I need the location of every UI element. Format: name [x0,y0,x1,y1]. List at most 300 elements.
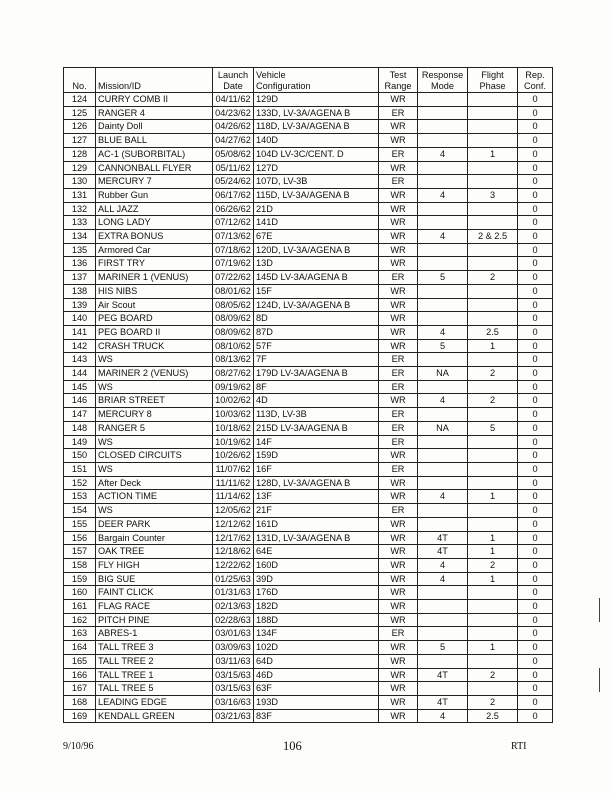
table-row [64,421,553,435]
cell-vehicle: 215D LV-3A/AGENA B [254,421,379,435]
cell-flight-phase [468,627,518,641]
cell-no: 137 [64,271,96,285]
cell-rep-conf: 0 [518,394,553,408]
cell-vehicle: 161D [254,517,379,531]
cell-test-range: WR [379,709,418,723]
cell-mission: HIS NIBS [96,284,213,298]
cell-mission: MERCURY 7 [96,175,213,189]
cell-flight-phase [468,134,518,148]
cell-vehicle: 83F [254,709,379,723]
cell-vehicle: 127D [254,161,379,175]
cell-flight-phase [468,120,518,134]
cell-response-mode [418,462,468,476]
cell-rep-conf: 0 [518,709,553,723]
cell-flight-phase: 1 [468,545,518,559]
cell-response-mode [418,134,468,148]
cell-no: 131 [64,188,96,202]
cell-no: 140 [64,312,96,326]
cell-test-range: ER [379,421,418,435]
cell-mission: BLUE BALL [96,134,213,148]
cell-rep-conf: 0 [518,449,553,463]
table-row [64,476,553,490]
cell-no: 138 [64,284,96,298]
cell-flight-phase: 2 [468,668,518,682]
cell-mission: RANGER 4 [96,106,213,120]
cell-response-mode [418,216,468,230]
table-row [64,449,553,463]
cell-rep-conf: 0 [518,654,553,668]
cell-launch-date: 08/01/62 [213,284,254,298]
cell-launch-date: 03/16/63 [213,695,254,709]
cell-test-range: WR [379,394,418,408]
cell-test-range: WR [379,572,418,586]
cell-launch-date: 04/26/62 [213,120,254,134]
cell-no: 155 [64,517,96,531]
header-row [64,68,553,93]
cell-flight-phase [468,586,518,600]
cell-launch-date: 08/13/62 [213,353,254,367]
cell-vehicle: 113D, LV-3B [254,408,379,422]
cell-test-range: WR [379,545,418,559]
cell-rep-conf: 0 [518,435,553,449]
cell-launch-date: 05/08/62 [213,147,254,161]
cell-launch-date: 05/11/62 [213,161,254,175]
cell-rep-conf: 0 [518,284,553,298]
cell-vehicle: 57F [254,339,379,353]
cell-vehicle: 8F [254,380,379,394]
cell-test-range: WR [379,134,418,148]
cell-launch-date: 02/13/63 [213,600,254,614]
cell-launch-date: 11/14/62 [213,490,254,504]
cell-no: 166 [64,668,96,682]
cell-launch-date: 12/18/62 [213,545,254,559]
cell-mission: WS [96,353,213,367]
cell-mission: MARINER 2 (VENUS) [96,367,213,381]
cell-no: 159 [64,572,96,586]
cell-flight-phase [468,175,518,189]
cell-test-range: WR [379,216,418,230]
table-row [64,353,553,367]
cell-mission: ALL JAZZ [96,202,213,216]
cell-rep-conf: 0 [518,380,553,394]
cell-no: 157 [64,545,96,559]
table-row [64,230,553,244]
table-row [64,627,553,641]
table-row [64,367,553,381]
cell-response-mode: 4T [418,545,468,559]
header-mission-label: Mission/ID [98,81,141,91]
cell-launch-date: 03/21/63 [213,709,254,723]
cell-rep-conf: 0 [518,243,553,257]
cell-response-mode: 4 [418,188,468,202]
cell-mission: Rubber Gun [96,188,213,202]
cell-response-mode [418,161,468,175]
table-row [64,339,553,353]
cell-vehicle: 87D [254,325,379,339]
table-row [64,312,553,326]
cell-no: 158 [64,558,96,572]
header-range-line1: Test [389,70,407,80]
cell-rep-conf: 0 [518,545,553,559]
cell-flight-phase: 2 [468,271,518,285]
cell-mission: KENDALL GREEN [96,709,213,723]
header-no-label: No. [72,81,87,91]
cell-flight-phase [468,243,518,257]
cell-response-mode [418,120,468,134]
cell-mission: PITCH PINE [96,613,213,627]
cell-test-range: WR [379,613,418,627]
cell-flight-phase [468,476,518,490]
cell-response-mode: 4 [418,230,468,244]
cell-launch-date: 08/10/62 [213,339,254,353]
cell-flight-phase [468,613,518,627]
cell-rep-conf: 0 [518,147,553,161]
cell-flight-phase: 2 [468,695,518,709]
cell-flight-phase [468,600,518,614]
cell-vehicle: 7F [254,353,379,367]
cell-vehicle: 188D [254,613,379,627]
cell-no: 144 [64,367,96,381]
cell-no: 164 [64,641,96,655]
cell-rep-conf: 0 [518,421,553,435]
table-row [64,202,553,216]
cell-launch-date: 07/12/62 [213,216,254,230]
cell-test-range: ER [379,147,418,161]
table-row [64,175,553,189]
cell-no: 150 [64,449,96,463]
cell-no: 160 [64,586,96,600]
cell-rep-conf: 0 [518,106,553,120]
header-conf-line1: Rep. [525,70,545,80]
cell-flight-phase [468,654,518,668]
table-row [64,654,553,668]
cell-test-range: WR [379,93,418,107]
cell-test-range: WR [379,325,418,339]
cell-flight-phase [468,284,518,298]
cell-launch-date: 08/09/62 [213,325,254,339]
cell-launch-date: 07/19/62 [213,257,254,271]
cell-rep-conf: 0 [518,230,553,244]
cell-vehicle: 134F [254,627,379,641]
cell-no: 154 [64,504,96,518]
cell-no: 153 [64,490,96,504]
cell-launch-date: 08/27/62 [213,367,254,381]
cell-mission: CANNONBALL FLYER [96,161,213,175]
cell-test-range: WR [379,161,418,175]
cell-response-mode: NA [418,367,468,381]
cell-test-range: ER [379,504,418,518]
cell-mission: WS [96,380,213,394]
cell-test-range: WR [379,188,418,202]
table-row [64,188,553,202]
cell-rep-conf: 0 [518,257,553,271]
cell-mission: MERCURY 8 [96,408,213,422]
table-row [64,613,553,627]
cell-mission: Bargain Counter [96,531,213,545]
cell-test-range: WR [379,284,418,298]
table-row [64,572,553,586]
cell-vehicle: 13D [254,257,379,271]
cell-vehicle: 16F [254,462,379,476]
cell-rep-conf: 0 [518,175,553,189]
table-row [64,462,553,476]
cell-mission: TALL TREE 3 [96,641,213,655]
table-row [64,298,553,312]
cell-rep-conf: 0 [518,682,553,696]
cell-mission: PEG BOARD II [96,325,213,339]
table-row [64,504,553,518]
cell-mission: CLOSED CIRCUITS [96,449,213,463]
cell-mission: RANGER 5 [96,421,213,435]
cell-vehicle: 13F [254,490,379,504]
cell-test-range: WR [379,654,418,668]
cell-rep-conf: 0 [518,668,553,682]
cell-response-mode [418,600,468,614]
cell-launch-date: 07/18/62 [213,243,254,257]
cell-flight-phase [468,682,518,696]
cell-test-range: ER [379,367,418,381]
cell-response-mode [418,627,468,641]
table-row [64,394,553,408]
cell-flight-phase [468,449,518,463]
cell-vehicle: 64E [254,545,379,559]
cell-launch-date: 03/01/63 [213,627,254,641]
cell-vehicle: 4D [254,394,379,408]
cell-flight-phase [468,408,518,422]
cell-no: 133 [64,216,96,230]
header-vehicle-line2: Configuration [256,81,311,91]
cell-vehicle: 39D [254,572,379,586]
cell-launch-date: 12/17/62 [213,531,254,545]
cell-response-mode [418,298,468,312]
cell-response-mode: 4T [418,668,468,682]
cell-rep-conf: 0 [518,216,553,230]
cell-test-range: WR [379,558,418,572]
cell-vehicle: 102D [254,641,379,655]
cell-flight-phase [468,202,518,216]
cell-no: 162 [64,613,96,627]
cell-no: 127 [64,134,96,148]
table-row [64,586,553,600]
table-row [64,545,553,559]
cell-vehicle: 128D, LV-3A/AGENA B [254,476,379,490]
cell-flight-phase [468,435,518,449]
cell-launch-date: 10/03/62 [213,408,254,422]
header-response-line1: Response [421,70,464,80]
table-row [64,600,553,614]
cell-test-range: WR [379,230,418,244]
cell-flight-phase [468,462,518,476]
cell-no: 168 [64,695,96,709]
cell-flight-phase [468,93,518,107]
cell-test-range: WR [379,531,418,545]
cell-flight-phase: 1 [468,641,518,655]
cell-no: 148 [64,421,96,435]
cell-mission: FLY HIGH [96,558,213,572]
cell-vehicle: 160D [254,558,379,572]
cell-rep-conf: 0 [518,586,553,600]
cell-rep-conf: 0 [518,188,553,202]
table-row [64,435,553,449]
cell-test-range: ER [379,408,418,422]
cell-mission: After Deck [96,476,213,490]
header-rep-conf [518,68,553,93]
cell-test-range: WR [379,668,418,682]
cell-test-range: WR [379,339,418,353]
cell-rep-conf: 0 [518,120,553,134]
cell-vehicle: 104D LV-3C/CENT. D [254,147,379,161]
cell-test-range: WR [379,517,418,531]
cell-launch-date: 10/02/62 [213,394,254,408]
table-row [64,380,553,394]
cell-response-mode [418,586,468,600]
cell-rep-conf: 0 [518,202,553,216]
cell-vehicle: 133D, LV-3A/AGENA B [254,106,379,120]
cell-flight-phase [468,353,518,367]
cell-mission: PEG BOARD [96,312,213,326]
cell-flight-phase: 2.5 [468,325,518,339]
cell-flight-phase [468,312,518,326]
cell-test-range: ER [379,462,418,476]
cell-rep-conf: 0 [518,93,553,107]
cell-no: 163 [64,627,96,641]
cell-launch-date: 01/31/63 [213,586,254,600]
cell-flight-phase [468,216,518,230]
cell-test-range: WR [379,202,418,216]
cell-launch-date: 06/17/62 [213,188,254,202]
table-row [64,216,553,230]
cell-no: 146 [64,394,96,408]
cell-rep-conf: 0 [518,161,553,175]
cell-vehicle: 176D [254,586,379,600]
cell-test-range: WR [379,586,418,600]
table-row [64,284,553,298]
cell-no: 156 [64,531,96,545]
cell-launch-date: 04/11/62 [213,93,254,107]
table-row [64,531,553,545]
cell-no: 135 [64,243,96,257]
cell-mission: CURRY COMB II [96,93,213,107]
cell-vehicle: 131D, LV-3A/AGENA B [254,531,379,545]
launch-records-table [63,67,553,723]
cell-no: 169 [64,709,96,723]
cell-launch-date: 11/07/62 [213,462,254,476]
cell-launch-date: 02/28/63 [213,613,254,627]
header-launch-line2: Date [223,81,243,91]
cell-rep-conf: 0 [518,504,553,518]
cell-launch-date: 09/19/62 [213,380,254,394]
cell-response-mode: 4 [418,325,468,339]
cell-vehicle: 107D, LV-3B [254,175,379,189]
cell-response-mode [418,257,468,271]
table-row [64,120,553,134]
cell-test-range: ER [379,627,418,641]
table-row [64,257,553,271]
cell-flight-phase: 2 [468,394,518,408]
cell-vehicle: 115D, LV-3A/AGENA B [254,188,379,202]
cell-rep-conf: 0 [518,490,553,504]
cell-flight-phase: 1 [468,490,518,504]
cell-response-mode: 5 [418,641,468,655]
cell-test-range: WR [379,600,418,614]
cell-flight-phase [468,298,518,312]
cell-response-mode: 5 [418,271,468,285]
table-row [64,134,553,148]
cell-response-mode: 4 [418,709,468,723]
cell-mission: BRIAR STREET [96,394,213,408]
cell-vehicle: 129D [254,93,379,107]
cell-flight-phase: 1 [468,147,518,161]
table-row [64,517,553,531]
cell-launch-date: 10/19/62 [213,435,254,449]
cell-no: 126 [64,120,96,134]
cell-rep-conf: 0 [518,572,553,586]
cell-vehicle: 118D, LV-3A/AGENA B [254,120,379,134]
cell-test-range: ER [379,380,418,394]
cell-flight-phase: 1 [468,339,518,353]
cell-launch-date: 10/26/62 [213,449,254,463]
cell-vehicle: 140D [254,134,379,148]
cell-response-mode [418,243,468,257]
cell-launch-date: 03/15/63 [213,668,254,682]
cell-response-mode [418,449,468,463]
cell-response-mode [418,654,468,668]
cell-response-mode [418,476,468,490]
cell-response-mode: 4T [418,531,468,545]
cell-test-range: WR [379,298,418,312]
cell-vehicle: 8D [254,312,379,326]
cell-vehicle: 124D, LV-3A/AGENA B [254,298,379,312]
cell-mission: LONG LADY [96,216,213,230]
cell-mission: LEADING EDGE [96,695,213,709]
table-row [64,558,553,572]
cell-mission: EXTRA BONUS [96,230,213,244]
cell-response-mode [418,93,468,107]
header-phase-line1: Flight [481,70,504,80]
cell-launch-date: 12/22/62 [213,558,254,572]
cell-vehicle: 145D LV-3A/AGENA B [254,271,379,285]
cell-vehicle: 141D [254,216,379,230]
cell-test-range: ER [379,106,418,120]
cell-rep-conf: 0 [518,271,553,285]
header-vehicle [254,68,379,93]
cell-no: 124 [64,93,96,107]
header-launch-line1: Launch [217,70,249,80]
cell-flight-phase: 2 [468,367,518,381]
cell-flight-phase: 1 [468,531,518,545]
cell-mission: FLAG RACE [96,600,213,614]
scan-edge-mark [599,598,600,622]
cell-no: 130 [64,175,96,189]
cell-rep-conf: 0 [518,134,553,148]
cell-test-range: WR [379,257,418,271]
header-flight-phase [468,68,518,93]
cell-launch-date: 06/26/62 [213,202,254,216]
cell-response-mode: 5 [418,339,468,353]
scan-edge-mark [599,668,600,692]
cell-test-range: WR [379,490,418,504]
cell-vehicle: 64D [254,654,379,668]
cell-mission: TALL TREE 2 [96,654,213,668]
cell-rep-conf: 0 [518,517,553,531]
table-row [64,668,553,682]
cell-test-range: ER [379,353,418,367]
cell-test-range: ER [379,271,418,285]
table-row [64,147,553,161]
cell-mission: ABRES-1 [96,627,213,641]
table-row [64,709,553,723]
cell-no: 139 [64,298,96,312]
